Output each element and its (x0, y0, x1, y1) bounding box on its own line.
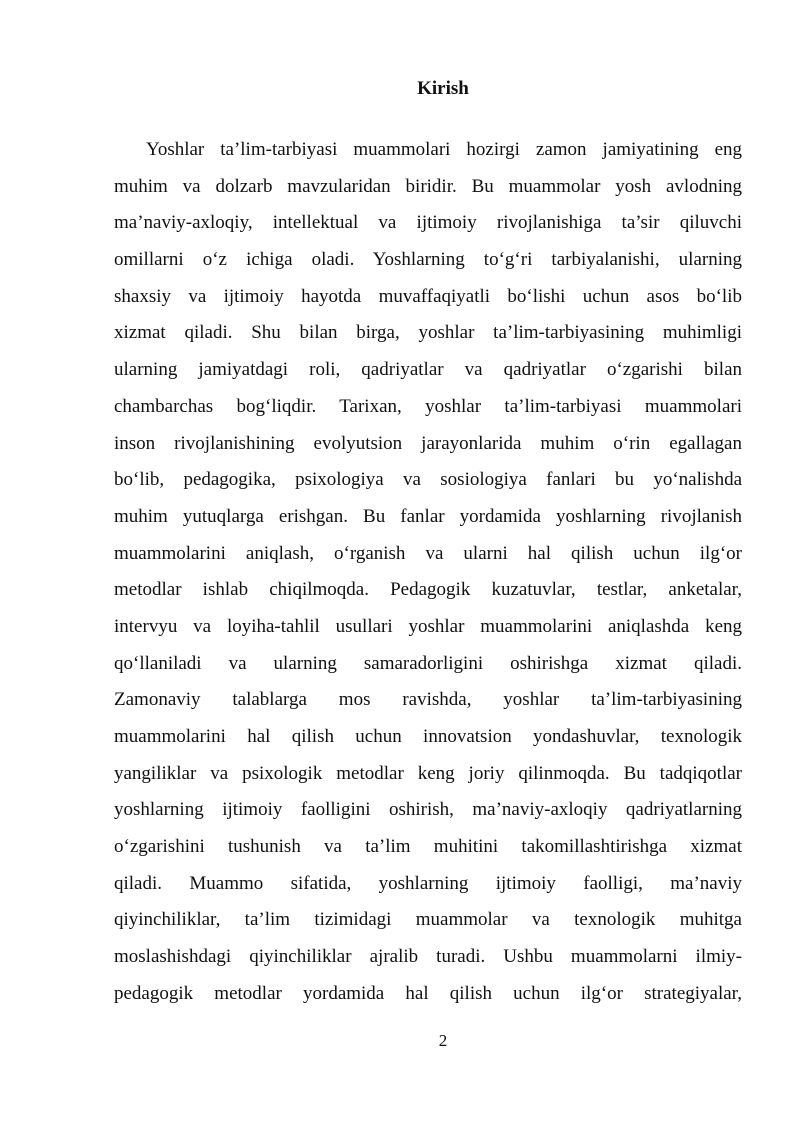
text-line: muhim yutuqlarga erishgan. Bu fanlar yordamida yoshlarning rivojlanish (114, 505, 742, 527)
text-line: yoshlarning ijtimoiy faolligini oshirish, ma’naviy-axloqiy qadriyatlarning (114, 799, 742, 821)
text-line: chambarchas bog‘liqdir. Tarixan, yoshlar ta’lim-tarbiyasi muammolari (114, 395, 742, 417)
text-line: qiyinchiliklar, ta’lim tizimidagi muammolar va texnologik muhitga (114, 909, 742, 931)
text-line: ma’naviy-axloqiy, intellektual va ijtimoiy rivojlanishiga ta’sir qiluvchi (114, 212, 742, 234)
section-heading: Kirish (417, 78, 469, 99)
text-line: qo‘llaniladi va ularning samaradorligini oshirishga xizmat qiladi. (114, 652, 742, 674)
text-line: moslashishdagi qiyinchiliklar ajralib turadi. Ushbu muammolarni ilmiy- (114, 946, 742, 968)
text-line: muammolarini aniqlash, o‘rganish va ularni hal qilish uchun ilg‘or (114, 542, 742, 564)
body-paragraph (114, 132, 742, 1013)
text-line: qiladi. Muammo sifatida, yoshlarning ijtimoiy faolligi, ma’naviy (114, 872, 742, 894)
text-line: pedagogik metodlar yordamida hal qilish uchun ilg‘or strategiyalar, (114, 982, 742, 1004)
text-line: xizmat qiladi. Shu bilan birga, yoshlar ta’lim-tarbiyasining muhimligi (114, 322, 742, 344)
text-line: intervyu va loyiha-tahlil usullari yoshlar muammolarini aniqlashda keng (114, 615, 742, 637)
text-line: bo‘lib, pedagogika, psixologiya va sosiologiya fanlari bu yo‘nalishda (114, 469, 742, 491)
text-line: Zamonaviy talablarga mos ravishda, yoshlar ta’lim-tarbiyasining (114, 689, 742, 711)
text-line: omillarni o‘z ichiga oladi. Yoshlarning to‘g‘ri tarbiyalanishi, ularning (114, 249, 742, 271)
text-line: muammolarini hal qilish uchun innovatsion yondashuvlar, texnologik (114, 726, 742, 747)
text-line: Yoshlar ta’lim-tarbiyasi muammolari hozirgi zamon jamiyatining eng (146, 139, 742, 160)
page-number: 2 (438, 1031, 448, 1050)
text-line: shaxsiy va ijtimoiy hayotda muvaffaqiyatli bo‘lishi uchun asos bo‘lib (114, 285, 742, 307)
text-line: inson rivojlanishining evolyutsion jarayonlarida muhim o‘rin egallagan (114, 432, 742, 454)
text-line: muhim va dolzarb mavzularidan biridir. Bu muammolar yosh avlodning (114, 175, 742, 197)
text-line: ularning jamiyatdagi roli, qadriyatlar va qadriyatlar o‘zgarishi bilan (114, 359, 742, 381)
text-line: metodlar ishlab chiqilmoqda. Pedagogik kuzatuvlar, testlar, anketalar, (114, 579, 742, 601)
text-line: yangiliklar va psixologik metodlar keng joriy qilinmoqda. Bu tadqiqotlar (114, 762, 742, 784)
text-line: o‘zgarishini tushunish va ta’lim muhitini takomillashtirishga xizmat (114, 836, 742, 858)
